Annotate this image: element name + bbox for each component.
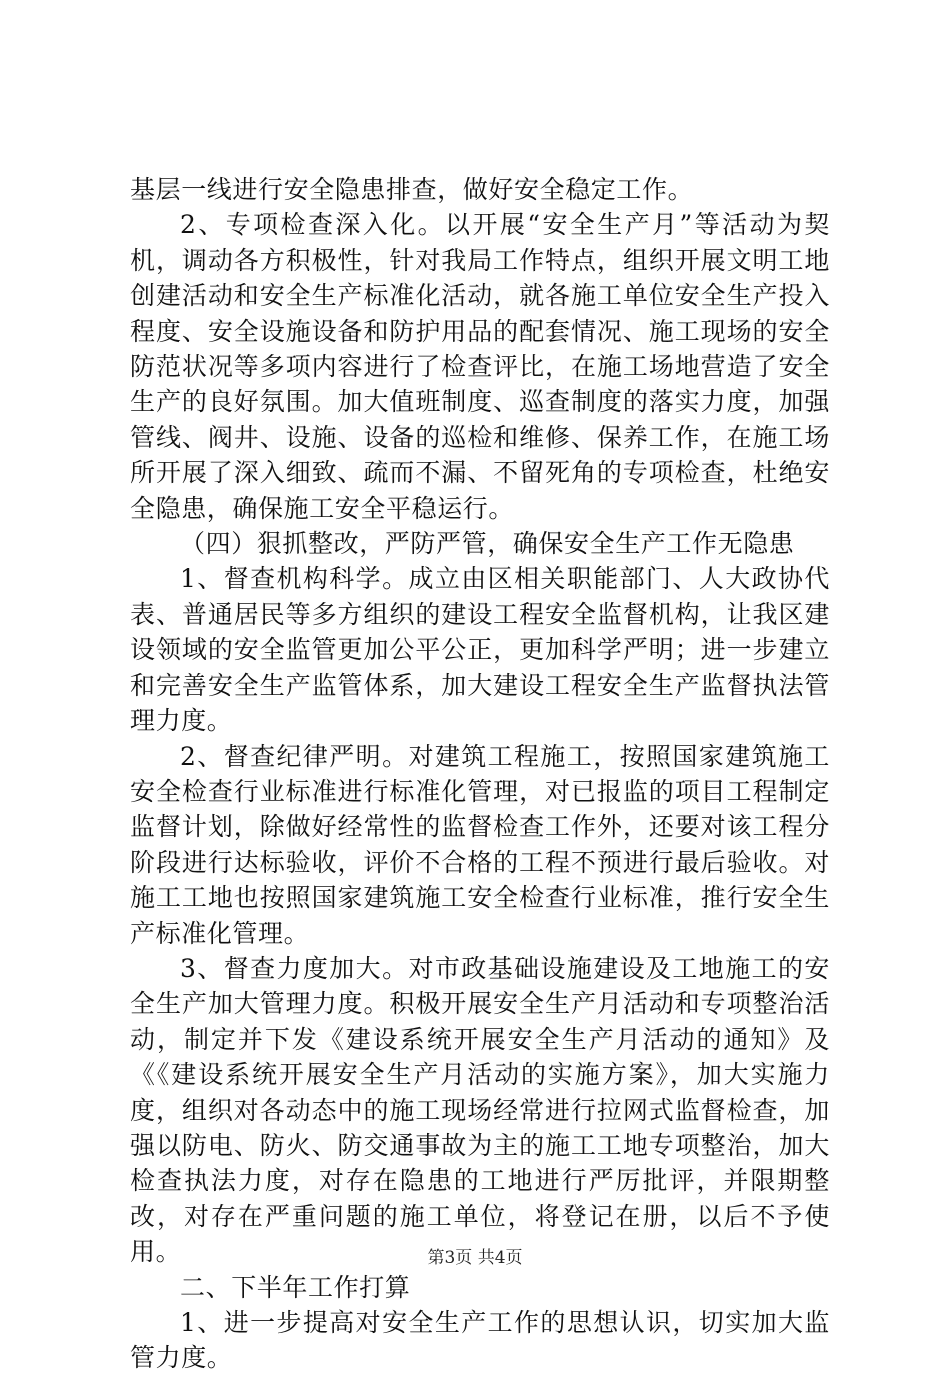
- paragraph-supervision-strength: 3、督查力度加大。对市政基础设施建设及工地施工的安全生产加大管理力度。积极开展安全生产月活动和专项整治活动，制定并下发《建设系统开展安全生产月活动的通知》及《《建设系统开展安全生产月活动的实施方案》，加大实施力度，组织对各动态中的施工现场经常进行拉网式监督检查，加强以防电、防火、防交通事故为主的施工工地专项整治，加大检查执法力度，对存在隐患的工地进行严厉批评，并限期整改，对存在严重问题的施工单位，将登记在册，以后不予使用。: [130, 953, 830, 1267]
- page-number-label: 第3页 共4页: [427, 1248, 523, 1268]
- section-heading-rectification: （四）狠抓整改，严防严管，确保安全生产工作无隐患: [180, 529, 795, 559]
- paragraph-special-inspection: 2、专项检查深入化。以开展“安全生产月”等活动为契机，调动各方积极性，针对我局工作特点，组织开展文明工地创建活动和安全生产标准化活动，就各施工单位安全生产投入程度、安全设施设备和防护用品的配套情况、施工现场的安全防范状况等多项内容进行了检查评比，在施工场地营造了安全生产的良好氛围。加大值班制度、巡查制度的落实力度，加强管线、阀井、设施、设备的巡检和维修、保养工作，在施工场所开展了深入细致、疏而不漏、不留死角的专项检查，杜绝安全隐患，确保施工安全平稳运行。: [130, 210, 830, 523]
- page-footer: [0, 1243, 950, 1268]
- document-body: [130, 172, 830, 1376]
- paragraph-supervision-discipline: 2、督查纪律严明。对建筑工程施工，按照国家建筑施工安全检查行业标准进行标准化管理，对已报监的项目工程制定监督计划，除做好经常性的监督检查工作外，还要对该工程分阶段进行达标验收，评价不合格的工程不预进行最后验收。对施工工地也按照国家建筑施工安全检查行业标准，推行安全生产标准化管理。: [130, 741, 830, 948]
- section-heading-second-half-plan: 二、下半年工作打算: [180, 1272, 411, 1302]
- paragraph-awareness: 1、进一步提高对安全生产工作的思想认识，切实加大监管力度。: [130, 1308, 830, 1373]
- paragraph-continuation: 基层一线进行安全隐患排查，做好安全稳定工作。: [130, 175, 694, 204]
- paragraph-supervision-agency: 1、督查机构科学。成立由区相关职能部门、人大政协代表、普通居民等多方组织的建设工程安全监督机构，让我区建设领域的安全监管更加公平公正，更加科学严明；进一步建立和完善安全生产监管体系，加大建设工程安全生产监督执法管理力度。: [130, 564, 830, 736]
